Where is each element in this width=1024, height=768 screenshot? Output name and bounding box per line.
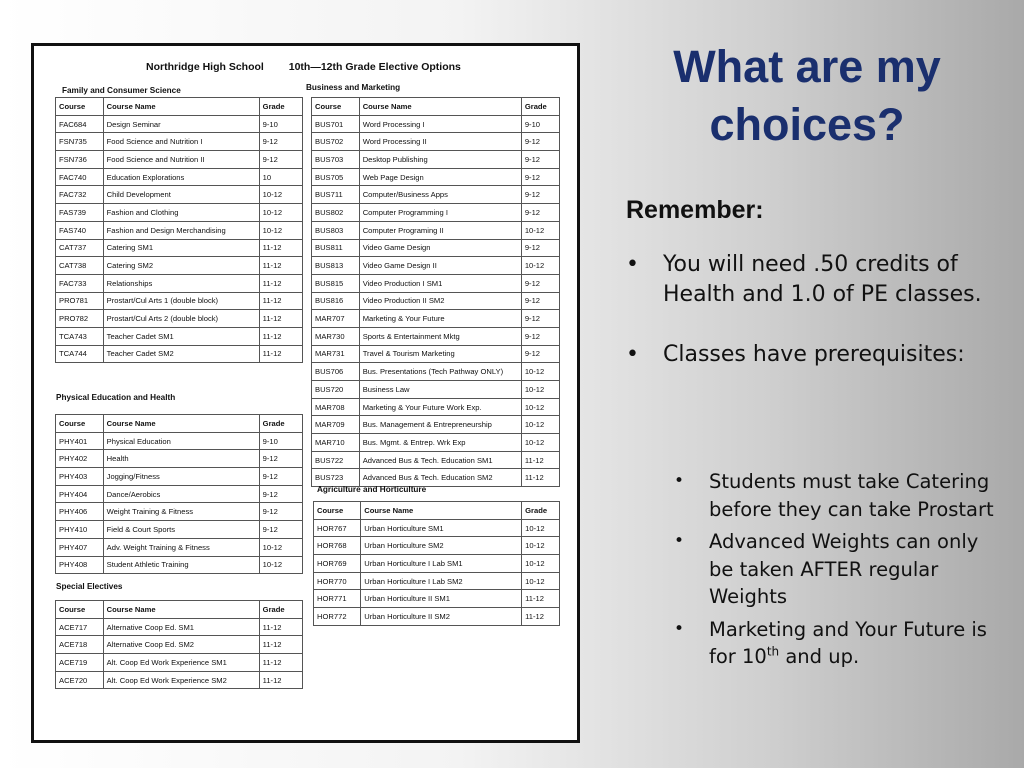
grade-range: 11-12 <box>259 292 302 310</box>
table-row <box>312 327 560 345</box>
sub-bullet-text <box>709 618 987 669</box>
course-name: Fashion and Clothing <box>103 204 259 222</box>
table-row <box>56 345 303 363</box>
sub-bullet-text-main: Marketing and Your Future is for 10 <box>709 617 987 668</box>
table-row <box>312 416 560 434</box>
table-row <box>314 608 560 626</box>
table-special-electives <box>55 600 303 689</box>
course-name: Physical Education <box>103 432 259 450</box>
grade-range: 11-12 <box>259 618 302 636</box>
grade-range: 10-12 <box>522 537 560 555</box>
table-row <box>56 310 303 328</box>
sub-bullet-list <box>672 468 1002 676</box>
grade-range: 9-12 <box>259 151 302 169</box>
table-row <box>56 538 303 556</box>
bullet-dot: • <box>674 471 685 491</box>
course-name: Urban Horticulture II SM2 <box>361 608 522 626</box>
table-row <box>312 363 560 381</box>
table-header-row <box>56 601 303 619</box>
course-code: BUS703 <box>312 151 360 169</box>
course-name: Video Game Design <box>359 239 521 257</box>
table-row <box>312 115 560 133</box>
grade-range: 9-12 <box>259 468 302 486</box>
course-name: Word Processing II <box>359 133 521 151</box>
course-code: BUS706 <box>312 363 360 381</box>
course-code: BUS811 <box>312 239 360 257</box>
grade-range: 9-12 <box>521 274 559 292</box>
table-row <box>56 485 303 503</box>
bullet-health-pe-credits <box>624 250 996 310</box>
course-code: MAR708 <box>312 398 360 416</box>
course-code: ACE718 <box>56 636 104 654</box>
grade-range: 9-12 <box>521 239 559 257</box>
grade-range: 10-12 <box>521 381 559 399</box>
grade-range: 11-12 <box>259 327 302 345</box>
grade-range: 11-12 <box>522 608 560 626</box>
course-name: Word Processing I <box>359 115 521 133</box>
bullet-dot: • <box>674 618 685 639</box>
sub-bullet-text: Advanced Weights can only be taken AFTER regular Weights <box>709 530 979 608</box>
document-heading: 10th—12th Grade Elective Options <box>288 61 461 73</box>
course-name: Urban Horticulture SM2 <box>361 537 522 555</box>
grade-range: 10-12 <box>259 221 302 239</box>
table-row <box>312 345 560 363</box>
grade-range: 9-12 <box>259 503 302 521</box>
table-row <box>56 292 303 310</box>
section-title-business-marketing: Business and Marketing <box>306 83 401 92</box>
grade-range: 9-10 <box>259 115 302 133</box>
table-row <box>314 519 560 537</box>
sub-bullet-text-tail: and up. <box>779 645 860 668</box>
table-row <box>312 434 560 452</box>
course-code: CAT737 <box>56 239 104 257</box>
table-family-consumer-science <box>55 97 303 363</box>
grade-range: 11-12 <box>259 274 302 292</box>
grade-range: 9-12 <box>521 310 559 328</box>
column-header: Course <box>312 98 360 116</box>
course-name: Food Science and Nutrition II <box>103 151 259 169</box>
grade-range: 10-12 <box>521 257 559 275</box>
grade-range: 11-12 <box>259 257 302 275</box>
table-row <box>56 221 303 239</box>
table-row <box>314 537 560 555</box>
course-code: BUS723 <box>312 469 360 487</box>
course-code: TCA744 <box>56 345 104 363</box>
section-title-special-electives: Special Electives <box>56 582 123 591</box>
table-header-row <box>56 98 303 116</box>
course-code: BUS705 <box>312 168 360 186</box>
course-name: Web Page Design <box>359 168 521 186</box>
column-header: Course <box>56 415 104 433</box>
grade-range: 10-12 <box>521 416 559 434</box>
main-bullet-list <box>624 250 996 400</box>
course-name: Prostart/Cul Arts 1 (double block) <box>103 292 259 310</box>
course-code: MAR710 <box>312 434 360 452</box>
grade-range: 10-12 <box>259 556 302 574</box>
column-header: Course Name <box>361 502 522 520</box>
course-name: Bus. Mgmt. & Entrep. Wrk Exp <box>359 434 521 452</box>
column-header: Course <box>56 98 104 116</box>
grade-range: 10-12 <box>259 186 302 204</box>
course-name: Sports & Entertainment Mktg <box>359 327 521 345</box>
course-code: PHY404 <box>56 485 104 503</box>
course-name: Design Seminar <box>103 115 259 133</box>
grade-range: 10-12 <box>521 363 559 381</box>
grade-range: 11-12 <box>521 451 559 469</box>
course-code: BUS702 <box>312 133 360 151</box>
course-code: FAC684 <box>56 115 104 133</box>
column-header: Grade <box>521 98 559 116</box>
course-name: Marketing & Your Future Work Exp. <box>359 398 521 416</box>
course-code: FSN735 <box>56 133 104 151</box>
column-header: Grade <box>522 502 560 520</box>
table-row <box>314 572 560 590</box>
grade-range: 9-12 <box>521 327 559 345</box>
table-row <box>56 274 303 292</box>
grade-range: 11-12 <box>259 636 302 654</box>
grade-range: 9-12 <box>521 204 559 222</box>
table-row <box>56 654 303 672</box>
table-row <box>56 186 303 204</box>
section-title-family-consumer-science: Family and Consumer Science <box>62 86 181 95</box>
bullet-text: You will need .50 credits of Health and 1.0 of PE classes. <box>663 252 982 307</box>
course-name: Catering SM1 <box>103 239 259 257</box>
course-code: FSN736 <box>56 151 104 169</box>
table-row <box>56 556 303 574</box>
remember-heading: Remember: <box>626 196 764 224</box>
course-code: PRO781 <box>56 292 104 310</box>
course-name: Alternative Coop Ed. SM2 <box>103 636 259 654</box>
course-name: Relationships <box>103 274 259 292</box>
column-header: Grade <box>259 415 302 433</box>
grade-range: 10 <box>259 168 302 186</box>
course-code: BUS711 <box>312 186 360 204</box>
grade-range: 9-12 <box>521 345 559 363</box>
column-header: Course Name <box>103 98 259 116</box>
column-header: Course Name <box>359 98 521 116</box>
table-business-marketing <box>311 97 560 487</box>
grade-range: 11-12 <box>259 345 302 363</box>
bullet-dot: • <box>626 342 639 367</box>
grade-range: 10-12 <box>521 434 559 452</box>
bullet-dot: • <box>626 252 639 277</box>
course-name: Computer/Business Apps <box>359 186 521 204</box>
table-row <box>56 468 303 486</box>
table-row <box>56 432 303 450</box>
column-header: Grade <box>259 98 302 116</box>
course-name: Teacher Cadet SM1 <box>103 327 259 345</box>
table-row <box>314 590 560 608</box>
course-code: BUS722 <box>312 451 360 469</box>
course-code: FAC740 <box>56 168 104 186</box>
course-code: PHY406 <box>56 503 104 521</box>
bullet-dot: • <box>674 531 685 551</box>
course-name: Bus. Management & Entrepreneurship <box>359 416 521 434</box>
course-name: Alt. Coop Ed Work Experience SM2 <box>103 671 259 689</box>
sub-bullet-catering <box>672 468 1002 523</box>
sub-bullet-marketing <box>672 616 1002 671</box>
course-code: PHY401 <box>56 432 104 450</box>
course-code: HOR769 <box>314 555 361 573</box>
course-code: MAR730 <box>312 327 360 345</box>
table-row <box>56 239 303 257</box>
grade-range: 11-12 <box>521 469 559 487</box>
table-row <box>312 204 560 222</box>
course-name: Alt. Coop Ed Work Experience SM1 <box>103 654 259 672</box>
course-name: Video Production II SM2 <box>359 292 521 310</box>
course-code: HOR771 <box>314 590 361 608</box>
table-row <box>312 221 560 239</box>
course-code: FAC733 <box>56 274 104 292</box>
bullet-text: Classes have prerequisites: <box>663 342 965 367</box>
course-code: PHY402 <box>56 450 104 468</box>
grade-range: 9-12 <box>259 485 302 503</box>
table-row <box>56 618 303 636</box>
sub-bullet-weights <box>672 528 1002 611</box>
course-name: Health <box>103 450 259 468</box>
course-name: Urban Horticulture I Lab SM2 <box>361 572 522 590</box>
course-name: Alternative Coop Ed. SM1 <box>103 618 259 636</box>
course-code: HOR768 <box>314 537 361 555</box>
table-row <box>312 168 560 186</box>
table-row <box>312 310 560 328</box>
school-name: Northridge High School <box>146 61 264 73</box>
course-code: HOR770 <box>314 572 361 590</box>
course-code: BUS816 <box>312 292 360 310</box>
section-title-agriculture-horticulture: Agriculture and Horticulture <box>317 485 427 494</box>
course-code: PHY407 <box>56 538 104 556</box>
grade-range: 10-12 <box>522 572 560 590</box>
grade-range: 10-12 <box>522 519 560 537</box>
table-row <box>56 503 303 521</box>
grade-range: 10-12 <box>522 555 560 573</box>
table-row <box>56 204 303 222</box>
table-header-row <box>56 415 303 433</box>
course-name: Education Explorations <box>103 168 259 186</box>
table-row <box>312 239 560 257</box>
course-name: Child Development <box>103 186 259 204</box>
section-title-physical-education-health: Physical Education and Health <box>56 393 176 402</box>
table-row <box>56 327 303 345</box>
table-header-row <box>312 98 560 116</box>
grade-range: 9-12 <box>259 450 302 468</box>
grade-range: 9-12 <box>521 151 559 169</box>
course-name: Bus. Presentations (Tech Pathway ONLY) <box>359 363 521 381</box>
table-row <box>314 555 560 573</box>
document-title <box>146 61 483 73</box>
course-name: Food Science and Nutrition I <box>103 133 259 151</box>
course-name: Advanced Bus & Tech. Education SM2 <box>359 469 521 487</box>
column-header: Course Name <box>103 601 259 619</box>
course-code: PHY408 <box>56 556 104 574</box>
course-name: Advanced Bus & Tech. Education SM1 <box>359 451 521 469</box>
grade-range: 11-12 <box>259 654 302 672</box>
course-code: HOR767 <box>314 519 361 537</box>
grade-range: 9-10 <box>259 432 302 450</box>
grade-range: 9-12 <box>521 186 559 204</box>
column-header: Course <box>56 601 104 619</box>
grade-range: 10-12 <box>259 204 302 222</box>
table-row <box>312 133 560 151</box>
course-name: Computer Programing II <box>359 221 521 239</box>
table-row <box>56 257 303 275</box>
grade-range: 11-12 <box>259 310 302 328</box>
column-header: Grade <box>259 601 302 619</box>
table-row <box>312 469 560 487</box>
grade-range: 10-12 <box>521 398 559 416</box>
course-code: FAC732 <box>56 186 104 204</box>
column-header: Course <box>314 502 361 520</box>
table-row <box>56 115 303 133</box>
course-code: MAR709 <box>312 416 360 434</box>
course-name: Urban Horticulture I Lab SM1 <box>361 555 522 573</box>
table-row <box>56 450 303 468</box>
course-code: BUS802 <box>312 204 360 222</box>
course-code: BUS813 <box>312 257 360 275</box>
course-name: Computer Programming I <box>359 204 521 222</box>
course-code: ACE720 <box>56 671 104 689</box>
course-name: Urban Horticulture II SM1 <box>361 590 522 608</box>
course-code: PHY410 <box>56 521 104 539</box>
course-name: Urban Horticulture SM1 <box>361 519 522 537</box>
ordinal-suffix: th <box>766 644 780 659</box>
table-row <box>312 186 560 204</box>
course-name: Video Game Design II <box>359 257 521 275</box>
course-name: Desktop Publishing <box>359 151 521 169</box>
table-row <box>56 168 303 186</box>
course-code: MAR731 <box>312 345 360 363</box>
course-name: Business Law <box>359 381 521 399</box>
grade-range: 9-12 <box>521 133 559 151</box>
course-name: Jogging/Fitness <box>103 468 259 486</box>
grade-range: 10-12 <box>521 221 559 239</box>
table-row <box>312 292 560 310</box>
table-row <box>312 151 560 169</box>
grade-range: 11-12 <box>522 590 560 608</box>
table-physical-education-health <box>55 414 303 574</box>
slide-title: What are my choices? <box>673 41 941 150</box>
course-code: TCA743 <box>56 327 104 345</box>
grade-range: 9-12 <box>259 133 302 151</box>
elective-options-document <box>31 43 580 743</box>
sub-bullet-text: Students must take Catering before they can take Prostart <box>709 470 994 521</box>
grade-range: 9-12 <box>521 168 559 186</box>
course-code: BUS803 <box>312 221 360 239</box>
table-row <box>56 636 303 654</box>
table-row <box>312 257 560 275</box>
table-row <box>312 274 560 292</box>
course-name: Weight Training & Fitness <box>103 503 259 521</box>
course-code: FAS739 <box>56 204 104 222</box>
course-code: BUS701 <box>312 115 360 133</box>
course-code: BUS720 <box>312 381 360 399</box>
course-name: Student Athletic Training <box>103 556 259 574</box>
course-code: BUS815 <box>312 274 360 292</box>
table-agriculture-horticulture <box>313 501 560 626</box>
grade-range: 9-10 <box>521 115 559 133</box>
course-name: Dance/Aerobics <box>103 485 259 503</box>
course-code: PHY403 <box>56 468 104 486</box>
table-row <box>312 451 560 469</box>
course-name: Teacher Cadet SM2 <box>103 345 259 363</box>
table-row <box>312 398 560 416</box>
course-name: Marketing & Your Future <box>359 310 521 328</box>
grade-range: 11-12 <box>259 239 302 257</box>
grade-range: 10-12 <box>259 538 302 556</box>
grade-range: 9-12 <box>521 292 559 310</box>
course-code: HOR772 <box>314 608 361 626</box>
course-code: CAT738 <box>56 257 104 275</box>
course-code: FAS740 <box>56 221 104 239</box>
course-code: PRO782 <box>56 310 104 328</box>
course-name: Video Production I SM1 <box>359 274 521 292</box>
bullet-prerequisites <box>624 340 996 370</box>
course-name: Fashion and Design Merchandising <box>103 221 259 239</box>
table-header-row <box>314 502 560 520</box>
course-name: Field & Court Sports <box>103 521 259 539</box>
table-row <box>56 671 303 689</box>
table-row <box>312 381 560 399</box>
grade-range: 9-12 <box>259 521 302 539</box>
grade-range: 11-12 <box>259 671 302 689</box>
column-header: Course Name <box>103 415 259 433</box>
course-code: MAR707 <box>312 310 360 328</box>
table-row <box>56 133 303 151</box>
course-name: Adv. Weight Training & Fitness <box>103 538 259 556</box>
course-name: Travel & Tourism Marketing <box>359 345 521 363</box>
table-row <box>56 151 303 169</box>
table-row <box>56 521 303 539</box>
course-name: Catering SM2 <box>103 257 259 275</box>
course-code: ACE719 <box>56 654 104 672</box>
course-name: Prostart/Cul Arts 2 (double block) <box>103 310 259 328</box>
course-code: ACE717 <box>56 618 104 636</box>
